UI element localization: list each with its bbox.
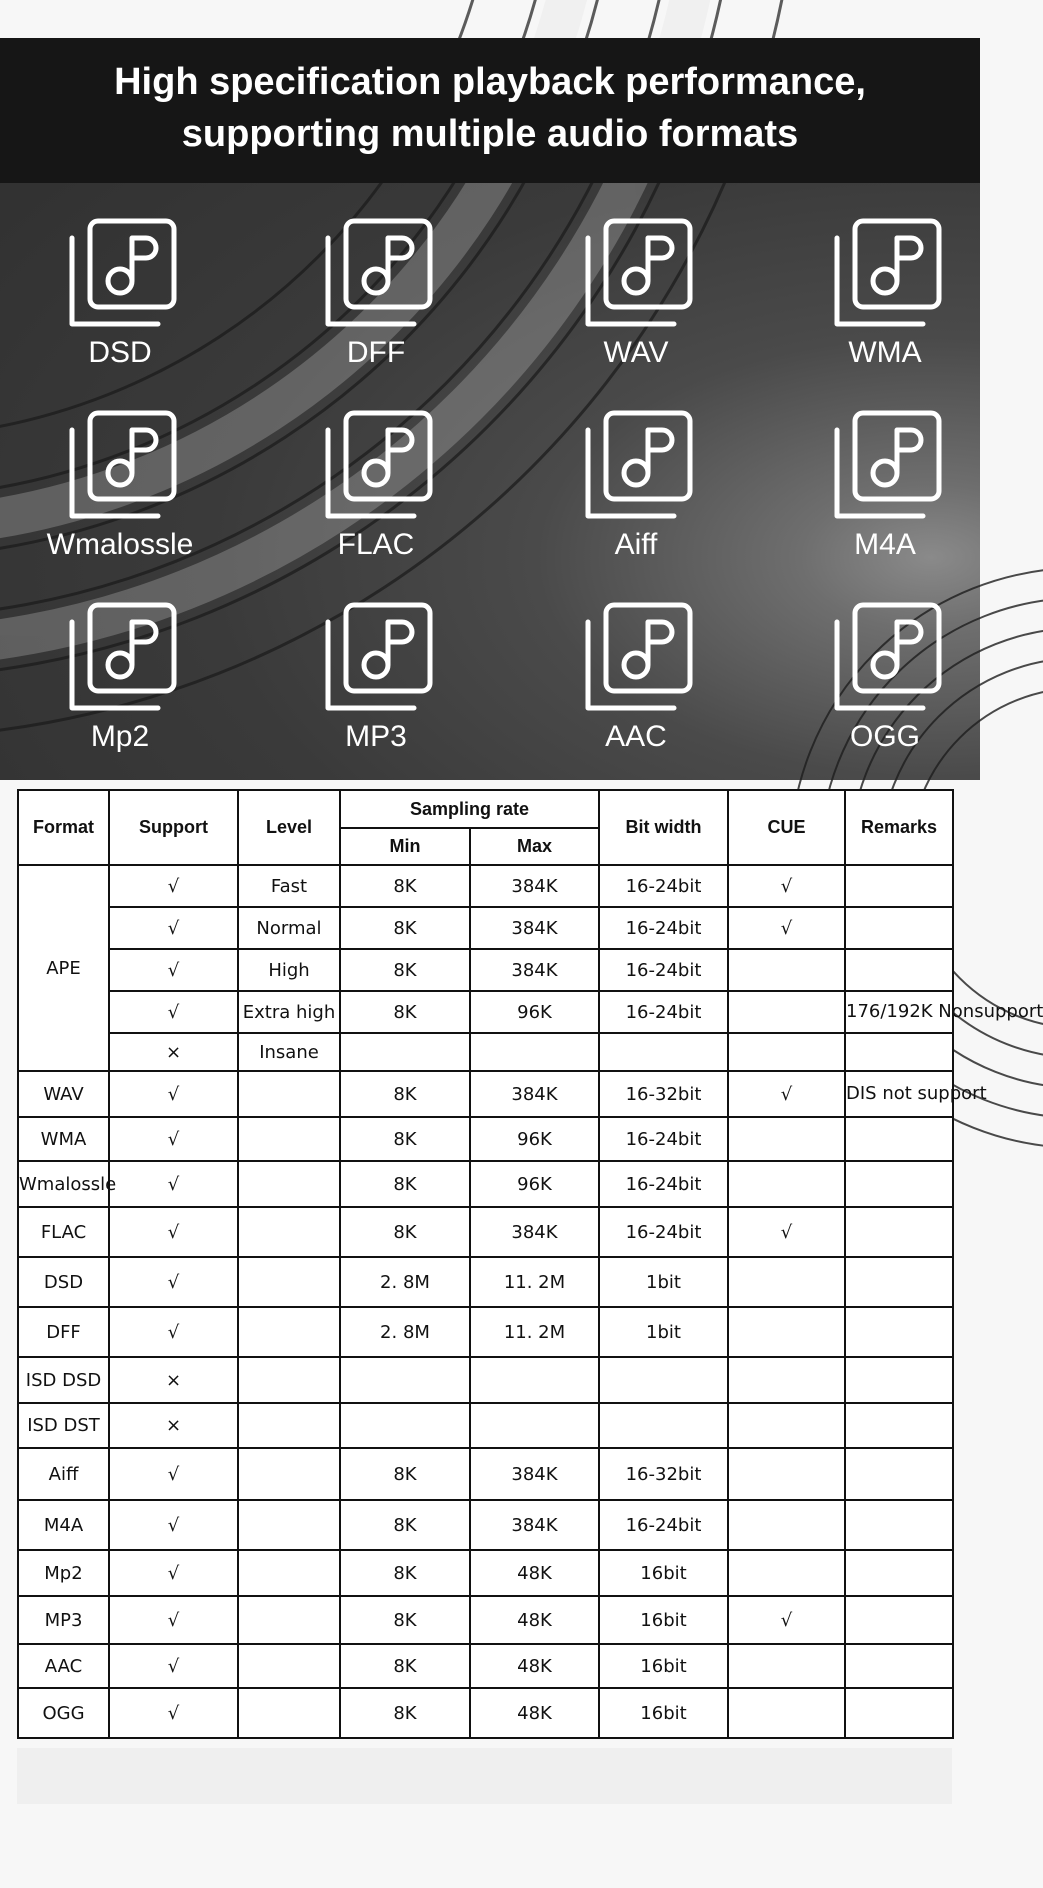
format-label: DSD xyxy=(88,336,152,369)
format-label: Mp2 xyxy=(90,720,150,753)
cell-format: MP3 xyxy=(18,1596,109,1644)
cell-cue: √ xyxy=(728,865,845,907)
music-note-icon xyxy=(68,218,178,328)
music-note-icon xyxy=(68,410,178,520)
cell-bit-width: 16bit xyxy=(599,1644,728,1688)
cell-bit-width: 16-24bit xyxy=(599,1500,728,1550)
cell-max: 96K xyxy=(470,1117,599,1161)
cell-level xyxy=(238,1257,340,1307)
cell-level xyxy=(238,1357,340,1403)
cell-bit-width: 16bit xyxy=(599,1596,728,1644)
cell-support: √ xyxy=(109,949,238,991)
cell-max: 48K xyxy=(470,1596,599,1644)
cell-max: 48K xyxy=(470,1688,599,1738)
footer-shadow xyxy=(17,1748,952,1804)
cell-level: Extra high xyxy=(238,991,340,1033)
cell-remarks xyxy=(845,1688,953,1738)
header-format: Format xyxy=(18,790,109,865)
cell-support: √ xyxy=(109,1596,238,1644)
cell-remarks xyxy=(845,1207,953,1257)
table-row xyxy=(18,1207,953,1257)
music-note-icon xyxy=(324,218,434,328)
cell-min: 8K xyxy=(340,991,470,1033)
cell-min: 2. 8M xyxy=(340,1257,470,1307)
cell-support: √ xyxy=(109,1688,238,1738)
music-note-icon xyxy=(584,602,694,712)
cell-remarks xyxy=(845,865,953,907)
spec-table-body xyxy=(18,865,1043,1738)
cell-support: × xyxy=(109,1033,238,1071)
cell-remarks: DIS not support xyxy=(845,1071,953,1117)
cell-format: WMA xyxy=(18,1117,109,1161)
cell-bit-width: 1bit xyxy=(599,1307,728,1357)
cell-support: × xyxy=(109,1403,238,1448)
format-label: DFF xyxy=(346,336,406,369)
table-row xyxy=(18,1071,953,1117)
cell-min: 8K xyxy=(340,1448,470,1500)
cell-min: 8K xyxy=(340,1207,470,1257)
cell-cue xyxy=(728,1117,845,1161)
format-label: OGG xyxy=(849,720,920,753)
table-row xyxy=(18,991,953,1033)
cell-format: ISD DSD xyxy=(18,1357,109,1403)
table-row xyxy=(18,1448,953,1500)
cell-cue xyxy=(728,1688,845,1738)
cell-format: DFF xyxy=(18,1307,109,1357)
table-row xyxy=(18,1117,953,1161)
cell-remarks xyxy=(845,1357,953,1403)
format-spec-table xyxy=(17,789,1043,1739)
cell-level: Fast xyxy=(238,865,340,907)
header-remarks: Remarks xyxy=(845,790,953,865)
cell-level: High xyxy=(238,949,340,991)
cell-bit-width: 16-32bit xyxy=(599,1071,728,1117)
formats-banner xyxy=(0,38,980,780)
cell-cue xyxy=(728,949,845,991)
cell-min: 8K xyxy=(340,1071,470,1117)
cell-remarks xyxy=(845,1644,953,1688)
format-tile xyxy=(256,218,496,398)
cell-bit-width: 16-24bit xyxy=(599,907,728,949)
header-cue: CUE xyxy=(728,790,845,865)
cell-cue xyxy=(728,991,845,1033)
cell-support: √ xyxy=(109,1071,238,1117)
cell-support: √ xyxy=(109,1307,238,1357)
music-note-icon xyxy=(833,410,943,520)
format-label: WAV xyxy=(603,336,669,369)
cell-support: × xyxy=(109,1357,238,1403)
cell-level xyxy=(238,1550,340,1596)
header-sampling-rate: Sampling rate xyxy=(340,790,599,828)
format-label: AAC xyxy=(605,720,667,753)
cell-level xyxy=(238,1117,340,1161)
format-label: Wmalossle xyxy=(46,528,194,561)
cell-format: ISD DST xyxy=(18,1403,109,1448)
format-label: FLAC xyxy=(337,528,415,561)
cell-format: AAC xyxy=(18,1644,109,1688)
cell-cue: √ xyxy=(728,907,845,949)
table-row xyxy=(18,1644,953,1688)
cell-min: 8K xyxy=(340,1550,470,1596)
cell-max: 48K xyxy=(470,1550,599,1596)
cell-cue xyxy=(728,1644,845,1688)
cell-level: Insane xyxy=(238,1033,340,1071)
cell-remarks xyxy=(845,1403,953,1448)
cell-max: 384K xyxy=(470,1207,599,1257)
table-row xyxy=(18,1033,953,1071)
cell-remarks xyxy=(845,1257,953,1307)
cell-min: 8K xyxy=(340,1117,470,1161)
format-tile xyxy=(0,410,240,590)
cell-max: 11. 2M xyxy=(470,1257,599,1307)
table-row xyxy=(18,1257,953,1307)
cell-support: √ xyxy=(109,1448,238,1500)
cell-min: 8K xyxy=(340,865,470,907)
table-row xyxy=(18,1550,953,1596)
music-note-icon xyxy=(584,410,694,520)
cell-bit-width xyxy=(599,1033,728,1071)
cell-remarks xyxy=(845,1307,953,1357)
cell-level xyxy=(238,1403,340,1448)
table-row xyxy=(18,1596,953,1644)
cell-min: 8K xyxy=(340,1500,470,1550)
cell-support: √ xyxy=(109,991,238,1033)
cell-max: 384K xyxy=(470,865,599,907)
format-tile xyxy=(765,218,1005,398)
cell-remarks xyxy=(845,949,953,991)
cell-level xyxy=(238,1161,340,1207)
cell-bit-width xyxy=(599,1357,728,1403)
cell-cue: √ xyxy=(728,1596,845,1644)
cell-support: √ xyxy=(109,1207,238,1257)
music-note-icon xyxy=(833,218,943,328)
cell-min: 8K xyxy=(340,1161,470,1207)
cell-format: Mp2 xyxy=(18,1550,109,1596)
cell-support: √ xyxy=(109,1117,238,1161)
cell-min xyxy=(340,1357,470,1403)
cell-bit-width: 16-24bit xyxy=(599,949,728,991)
cell-max: 384K xyxy=(470,1500,599,1550)
cell-remarks xyxy=(845,907,953,949)
cell-min: 8K xyxy=(340,907,470,949)
format-tile xyxy=(516,218,756,398)
cell-level: Normal xyxy=(238,907,340,949)
banner-title xyxy=(0,56,980,160)
cell-max: 96K xyxy=(470,991,599,1033)
music-note-icon xyxy=(833,602,943,712)
format-tile xyxy=(0,602,240,782)
cell-cue xyxy=(728,1500,845,1550)
cell-support: √ xyxy=(109,1500,238,1550)
cell-level xyxy=(238,1207,340,1257)
table-row xyxy=(18,949,953,991)
cell-remarks: 176/192K Nonsupport xyxy=(845,991,953,1033)
cell-bit-width: 16-32bit xyxy=(599,1448,728,1500)
cell-max xyxy=(470,1033,599,1071)
cell-bit-width: 16-24bit xyxy=(599,1161,728,1207)
cell-format: FLAC xyxy=(18,1207,109,1257)
music-note-icon xyxy=(68,602,178,712)
cell-cue xyxy=(728,1550,845,1596)
cell-format: OGG xyxy=(18,1688,109,1738)
cell-max: 48K xyxy=(470,1644,599,1688)
cell-cue xyxy=(728,1033,845,1071)
cell-max: 384K xyxy=(470,1071,599,1117)
cell-cue xyxy=(728,1357,845,1403)
format-tile xyxy=(765,410,1005,590)
cell-min: 8K xyxy=(340,1596,470,1644)
cell-min: 8K xyxy=(340,1688,470,1738)
format-label: MP3 xyxy=(345,720,407,753)
cell-level xyxy=(238,1644,340,1688)
cell-remarks xyxy=(845,1161,953,1207)
format-tile xyxy=(256,410,496,590)
format-tile xyxy=(765,602,1005,782)
cell-min: 8K xyxy=(340,949,470,991)
cell-max: 96K xyxy=(470,1161,599,1207)
cell-level xyxy=(238,1688,340,1738)
cell-min: 8K xyxy=(340,1644,470,1688)
cell-max xyxy=(470,1357,599,1403)
cell-format: M4A xyxy=(18,1500,109,1550)
header-max: Max xyxy=(470,828,599,865)
cell-remarks xyxy=(845,1033,953,1071)
cell-cue: √ xyxy=(728,1071,845,1117)
format-tile xyxy=(256,602,496,782)
cell-min xyxy=(340,1403,470,1448)
cell-level xyxy=(238,1500,340,1550)
format-tile xyxy=(0,218,240,398)
cell-remarks xyxy=(845,1448,953,1500)
header-bit-width: Bit width xyxy=(599,790,728,865)
cell-remarks xyxy=(845,1596,953,1644)
table-row xyxy=(18,1688,953,1738)
cell-level xyxy=(238,1307,340,1357)
cell-format: Wmalossle xyxy=(18,1161,109,1207)
table-row xyxy=(18,865,953,907)
cell-bit-width: 1bit xyxy=(599,1257,728,1307)
table-row xyxy=(18,1403,953,1448)
table-row xyxy=(18,1161,953,1207)
cell-bit-width xyxy=(599,1403,728,1448)
cell-support: √ xyxy=(109,1644,238,1688)
cell-max: 384K xyxy=(470,949,599,991)
music-note-icon xyxy=(584,218,694,328)
table-row xyxy=(18,907,953,949)
cell-remarks xyxy=(845,1550,953,1596)
cell-support: √ xyxy=(109,907,238,949)
format-label: WMA xyxy=(848,336,922,369)
cell-max: 11. 2M xyxy=(470,1307,599,1357)
banner-title-line-2: supporting multiple audio formats xyxy=(181,113,799,155)
cell-bit-width: 16-24bit xyxy=(599,1117,728,1161)
table-row xyxy=(18,1307,953,1357)
cell-bit-width: 16bit xyxy=(599,1688,728,1738)
format-label: Aiff xyxy=(614,528,658,561)
cell-bit-width: 16-24bit xyxy=(599,865,728,907)
cell-cue xyxy=(728,1307,845,1357)
cell-cue xyxy=(728,1448,845,1500)
cell-max xyxy=(470,1403,599,1448)
cell-level xyxy=(238,1071,340,1117)
cell-format: DSD xyxy=(18,1257,109,1307)
cell-bit-width: 16bit xyxy=(599,1550,728,1596)
music-note-icon xyxy=(324,602,434,712)
cell-bit-width: 16-24bit xyxy=(599,991,728,1033)
header-level: Level xyxy=(238,790,340,865)
cell-remarks xyxy=(845,1117,953,1161)
cell-max: 384K xyxy=(470,1448,599,1500)
cell-cue xyxy=(728,1403,845,1448)
cell-min xyxy=(340,1033,470,1071)
cell-remarks xyxy=(845,1500,953,1550)
cell-support: √ xyxy=(109,865,238,907)
table-row xyxy=(18,1357,953,1403)
cell-min: 2. 8M xyxy=(340,1307,470,1357)
cell-cue xyxy=(728,1257,845,1307)
format-tile xyxy=(516,602,756,782)
music-note-icon xyxy=(324,410,434,520)
format-tile xyxy=(516,410,756,590)
cell-level xyxy=(238,1448,340,1500)
cell-format: WAV xyxy=(18,1071,109,1117)
cell-support: √ xyxy=(109,1161,238,1207)
cell-format: APE xyxy=(18,865,109,1071)
format-label: M4A xyxy=(854,528,916,561)
cell-support: √ xyxy=(109,1550,238,1596)
cell-cue: √ xyxy=(728,1207,845,1257)
header-min: Min xyxy=(340,828,470,865)
banner-title-line-1: High specification playback performance, xyxy=(114,61,866,103)
cell-support: √ xyxy=(109,1257,238,1307)
table-row xyxy=(18,1500,953,1550)
cell-cue xyxy=(728,1161,845,1207)
header-support: Support xyxy=(109,790,238,865)
cell-max: 384K xyxy=(470,907,599,949)
cell-level xyxy=(238,1596,340,1644)
cell-bit-width: 16-24bit xyxy=(599,1207,728,1257)
cell-format: Aiff xyxy=(18,1448,109,1500)
